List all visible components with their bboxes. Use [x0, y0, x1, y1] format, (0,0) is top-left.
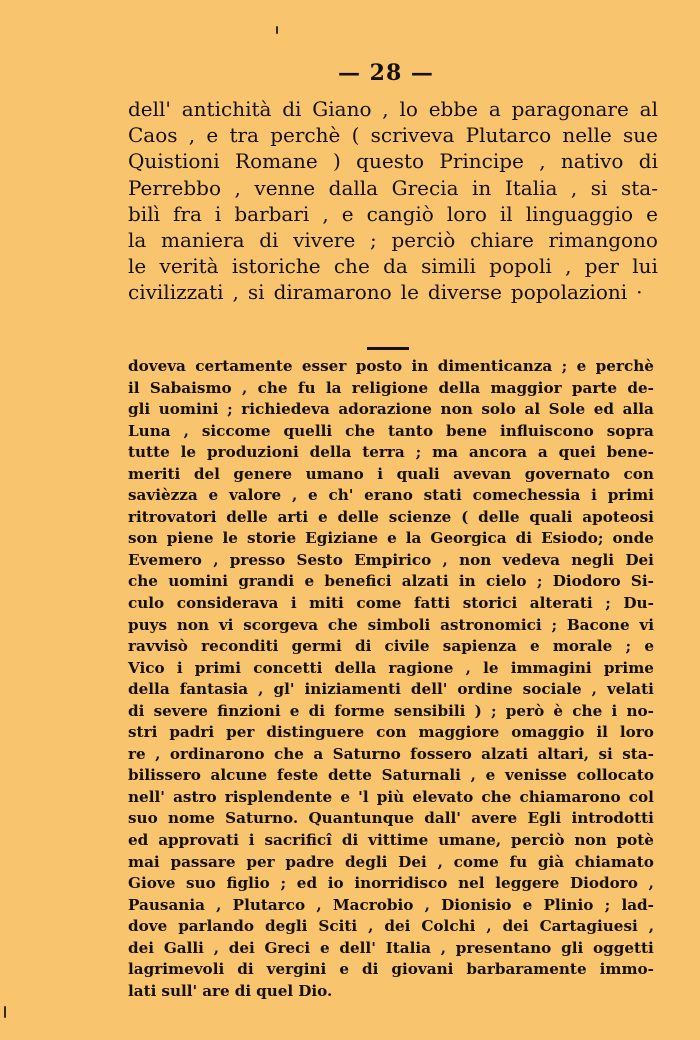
- footnote-line: ravvisò reconditi germi di civile sapienza e morale ; e: [128, 637, 654, 656]
- footnote-line: il Sabaismo , che fu la religione della maggior parte de-: [128, 378, 654, 397]
- footnote-line: puys non vi scorgeva che simboli astronomici ; Bacone vi: [128, 615, 654, 634]
- footnote-line: Luna , siccome quelli che tanto bene influiscono sopra: [128, 421, 654, 440]
- footnote-line: ritrovatori delle arti e delle scienze ( delle quali apoteosi: [128, 507, 654, 526]
- main-text-line: dell' antichità di Giano , lo ebbe a paragonare al: [128, 97, 658, 121]
- footnote-line: lati sull' are di quel Dio.: [128, 981, 333, 1000]
- footnote-line: che uomini grandi e benefici alzati in cielo ; Diodoro Si-: [128, 572, 654, 591]
- footnote-line: son piene le storie Egiziane e la Georgica di Esiodo; onde: [128, 529, 654, 548]
- main-text-line: Caos , e tra perchè ( scriveva Plutarco nelle sue: [128, 123, 658, 148]
- footnote-line: bilissero alcune feste dette Saturnali , e venisse collocato: [128, 766, 654, 785]
- page-number: — 28 —: [338, 60, 434, 86]
- footnote-line: re , ordinarono che a Saturno fossero alzati altari, si sta-: [128, 744, 654, 763]
- footnote-line: mai passare per padre degli Dei , come fu già chiamato: [128, 852, 654, 871]
- footnote-line: tutte le produzioni della terra ; ma ancora a quei bene-: [128, 443, 654, 462]
- footnote-line: stri padri per distinguere con maggiore omaggio il loro: [128, 723, 654, 742]
- footnote-line: nell' astro risplendente e 'l più elevato che chiamarono col: [128, 787, 654, 806]
- footnote-line: meriti del genere umano i quali avevan governato con: [128, 464, 654, 483]
- footnote-line: Pausania , Plutarco , Macrobio , Dionisio e Plinio ; lad-: [128, 895, 654, 914]
- footnote-line: suo nome Saturno. Quantunque dall' avere Egli introdotti: [128, 809, 654, 828]
- footnote-line: Evemero , presso Sesto Empirico , non vedeva negli Dei: [128, 550, 654, 569]
- footnote-line: lagrimevoli di vergini e di giovani barbaramente immo-: [128, 960, 654, 979]
- main-text-line: le verità istoriche che da simili popoli , per lui: [128, 254, 658, 279]
- footnote-line: culo considerava i miti come fatti storici alterati ; Du-: [128, 594, 654, 613]
- main-text-line: bilì fra i barbari , e cangiò loro il linguaggio e: [128, 201, 658, 226]
- footnote-line: doveva certamente esser posto in dimenticanza ; e perchè: [128, 357, 654, 375]
- main-text-line: civilizzati , si diramarono le diverse popolazioni ·: [128, 280, 643, 305]
- main-text-line: la maniera di vivere ; perciò chiare rimangono: [128, 227, 658, 252]
- footnote-text-block: [128, 356, 654, 1002]
- footnote-line: della fantasia , gl' iniziamenti dell' ordine sociale , velati: [128, 680, 654, 699]
- footnote-line: dei Galli , dei Greci e dell' Italia , presentano gli oggetti: [128, 938, 654, 957]
- ink-speck: [276, 26, 278, 34]
- footnote-line: Giove suo figlio ; ed io inorridisco nel leggere Diodoro ,: [128, 874, 654, 893]
- ink-speck: [4, 1006, 6, 1018]
- footnote-line: Vico i primi concetti della ragione , le immagini prime: [128, 658, 654, 677]
- main-text-block: [128, 96, 658, 306]
- main-text-line: Quistioni Romane ) questo Principe , nativo di: [128, 149, 658, 174]
- footnote-line: gli uomini ; richiedeva adorazione non solo al Sole ed alla: [128, 400, 654, 419]
- main-text-line: Perrebbo , venne dalla Grecia in Italia , si sta-: [128, 175, 658, 200]
- footnote-line: ed approvati i sacrificî di vittime umane, perciò non potè: [128, 831, 654, 850]
- footnote-line: savièzza e valore , e ch' erano stati comechessia i primi: [128, 486, 654, 505]
- footnote-line: dove parlando degli Sciti , dei Colchi , dei Cartagiuesi ,: [128, 917, 654, 936]
- footnote-separator-rule: [367, 347, 409, 350]
- footnote-line: di severe finzioni e di forme sensibili ) ; però è che i no-: [128, 701, 654, 720]
